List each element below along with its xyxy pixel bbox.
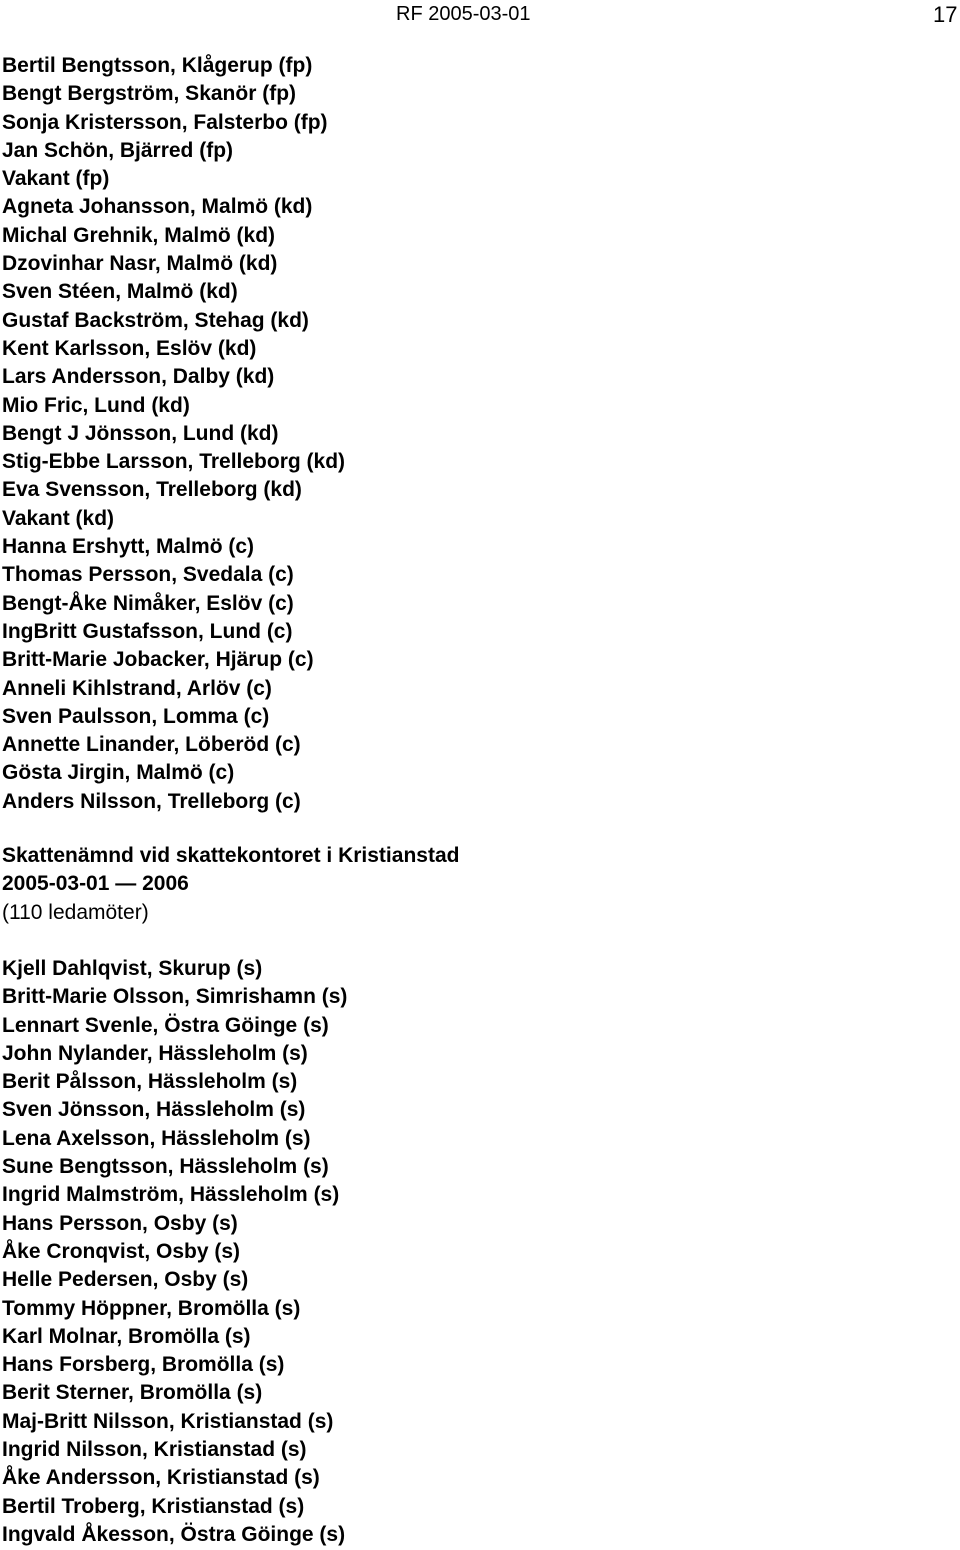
list-item: Thomas Persson, Svedala (c) [2,563,294,587]
header-date: RF 2005-03-01 [396,3,531,25]
list-item: Gustaf Backström, Stehag (kd) [2,308,309,332]
member-list-first [2,52,345,816]
list-item: Bertil Troberg, Kristianstad (s) [2,1494,305,1518]
list-item: Bengt-Åke Nimåker, Eslöv (c) [2,591,294,615]
list-item: Karl Molnar, Bromölla (s) [2,1324,251,1348]
member-list-second [2,955,347,1549]
list-item: Britt-Marie Jobacker, Hjärup (c) [2,648,314,672]
section-title: Skattenämnd vid skattekontoret i Kristianstad [2,844,460,867]
list-item: Michal Grehnik, Malmö (kd) [2,223,276,247]
list-item: John Nylander, Hässleholm (s) [2,1041,308,1065]
list-item: Jan Schön, Bjärred (fp) [2,138,234,162]
list-item: Sune Bengtsson, Hässleholm (s) [2,1155,329,1179]
list-item: Stig-Ebbe Larsson, Trelleborg (kd) [2,450,346,474]
list-item: Ingrid Nilsson, Kristianstad (s) [2,1438,307,1462]
list-item: Sven Stéen, Malmö (kd) [2,280,238,304]
list-item: Lena Axelsson, Hässleholm (s) [2,1126,311,1150]
list-item: Åke Andersson, Kristianstad (s) [2,1466,320,1490]
list-item: Sven Jönsson, Hässleholm (s) [2,1098,306,1122]
list-item: Eva Svensson, Trelleborg (kd) [2,478,302,502]
section-period: 2005-03-01 — 2006 [2,872,189,896]
list-item: Sven Paulsson, Lomma (c) [2,704,270,728]
list-item: Kent Karlsson, Eslöv (kd) [2,336,257,360]
list-item: IngBritt Gustafsson, Lund (c) [2,619,293,643]
section-heading [2,842,459,927]
list-item: Kjell Dahlqvist, Skurup (s) [2,957,263,980]
section-member-count: (110 ledamöter) [2,900,149,924]
list-item: Vakant (fp) [2,167,110,191]
list-item: Hans Forsberg, Bromölla (s) [2,1353,285,1377]
list-item: Bengt Bergström, Skanör (fp) [2,82,297,106]
list-item: Åke Cronqvist, Osby (s) [2,1239,241,1263]
list-item: Berit Pålsson, Hässleholm (s) [2,1070,298,1094]
list-item: Bertil Bengtsson, Klågerup (fp) [2,54,313,77]
page-number: 17 [933,2,958,27]
list-item: Tommy Höppner, Bromölla (s) [2,1296,301,1320]
list-item: Ingrid Malmström, Hässleholm (s) [2,1183,340,1207]
list-item: Maj-Britt Nilsson, Kristianstad (s) [2,1409,334,1433]
list-item: Berit Sterner, Bromölla (s) [2,1381,263,1405]
list-item: Annette Linander, Löberöd (c) [2,733,301,757]
list-item: Anneli Kihlstrand, Arlöv (c) [2,676,272,700]
list-item: Ingvald Åkesson, Östra Göinge (s) [2,1522,346,1546]
list-item: Helle Pedersen, Osby (s) [2,1268,249,1292]
list-item: Hanna Ershytt, Malmö (c) [2,535,255,559]
list-item: Bengt J Jönsson, Lund (kd) [2,421,279,445]
list-item: Gösta Jirgin, Malmö (c) [2,761,235,785]
list-item: Hans Persson, Osby (s) [2,1211,238,1235]
list-item: Vakant (kd) [2,506,115,530]
list-item: Britt-Marie Olsson, Simrishamn (s) [2,985,348,1009]
list-item: Dzovinhar Nasr, Malmö (kd) [2,252,278,276]
list-item: Agneta Johansson, Malmö (kd) [2,195,313,219]
list-item: Lars Andersson, Dalby (kd) [2,365,275,389]
list-item: Sonja Kristersson, Falsterbo (fp) [2,110,328,134]
list-item: Lennart Svenle, Östra Göinge (s) [2,1013,329,1037]
list-item: Anders Nilsson, Trelleborg (c) [2,789,301,813]
list-item: Mio Fric, Lund (kd) [2,393,190,417]
